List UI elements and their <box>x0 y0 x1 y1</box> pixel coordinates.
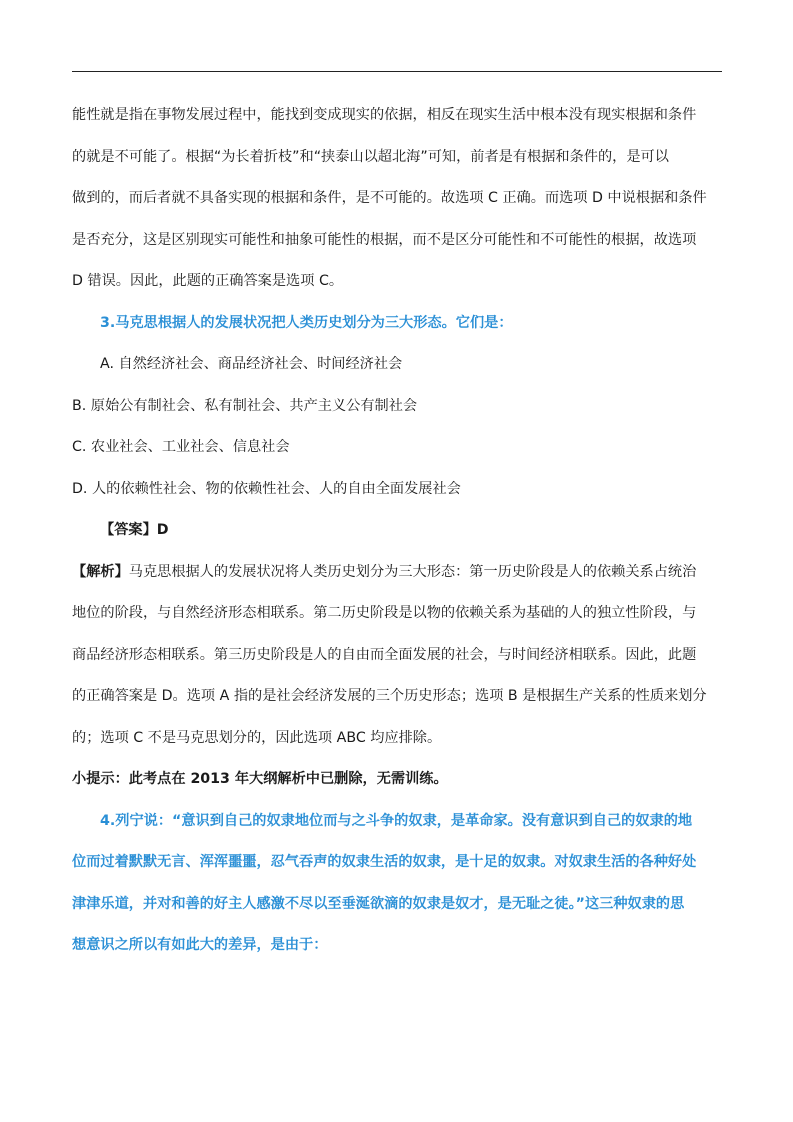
question-4 <box>72 806 724 972</box>
option-b: B. 原始公有制社会、私有制社会、共产主义公有制社会 <box>72 397 418 414</box>
text-line: D 错误。因此，此题的正确答案是选项 C。 <box>72 273 344 289</box>
option-a: A. 自然经济社会、商品经济社会、时间经济社会 <box>100 356 403 372</box>
analysis-label: 【解析】 <box>72 563 129 580</box>
question-4-stem-line: 位而过着默默无言、浑浑噩噩，忍气吞声的奴隶生活的奴隶，是十足的奴隶。对奴隶生活的各种好处 <box>72 854 697 870</box>
text-line: 是否充分，这是区别现实可能性和抽象可能性的根据，而不是区分可能性和不可能性的根据，故选项 <box>72 231 697 248</box>
question-4-stem-line: 想意识之所以有如此大的差异，是由于： <box>72 937 328 953</box>
option-d: D. 人的依赖性社会、物的依赖性社会、人的自由全面发展社会 <box>72 480 461 497</box>
text-line: 做到的，而后者就不具备实现的根据和条件，是不可能的。故选项 C 正确。而选项 D 中说根据和条件 <box>72 190 707 206</box>
answer-line: 【答案】D <box>100 522 169 538</box>
analysis-line: 地位的阶段，与自然经济形态相联系。第二历史阶段是以物的依赖关系为基础的人的独立性阶段，与 <box>72 605 697 621</box>
question-4-stem-line: 津津乐道，并对和善的好主人感激不尽以至垂涎欲滴的奴隶是奴才，是无耻之徒。”这三种奴隶的思 <box>72 895 685 912</box>
analysis-line: 商品经济形态相联系。第三历史阶段是人的自由而全面发展的社会，与时间经济相联系。因此，此题 <box>72 646 697 663</box>
text-line: 的就是不可能了。根据“为长着折枝”和“挟泰山以超北海”可知，前者是有根据和条件的，是可以 <box>72 148 669 165</box>
prev-explanation <box>72 100 724 308</box>
question-4-stem-line: 4.列宁说：“意识到自己的奴隶地位而与之斗争的奴隶，是革命家。没有意识到自己的奴隶的地 <box>100 812 693 829</box>
tip-line: 小提示：此考点在 2013 年大纲解析中已删除，无需训练。 <box>72 771 448 787</box>
header-rule <box>72 71 722 72</box>
option-c: C. 农业社会、工业社会、信息社会 <box>72 439 290 455</box>
analysis-line: 的正确答案是 D。选项 A 指的是社会经济发展的三个历史形态；选项 B 是根据生产关系的性质来划分 <box>72 688 707 704</box>
question-3-stem: 3.马克思根据人的发展状况把人类历史划分为三大形态。它们是： <box>100 314 513 331</box>
analysis-text: 马克思根据人的发展状况将人类历史划分为三大形态：第一历史阶段是人的依赖关系占统治 <box>128 563 697 580</box>
text-line: 能性就是指在事物发展过程中，能找到变成现实的依据，相反在现实生活中根本没有现实根据和条件 <box>72 107 697 123</box>
page-content <box>72 100 724 972</box>
question-3 <box>72 308 724 806</box>
analysis-line <box>72 557 724 599</box>
analysis-line: 的；选项 C 不是马克思划分的，因此选项 ABC 均应排除。 <box>72 729 442 746</box>
